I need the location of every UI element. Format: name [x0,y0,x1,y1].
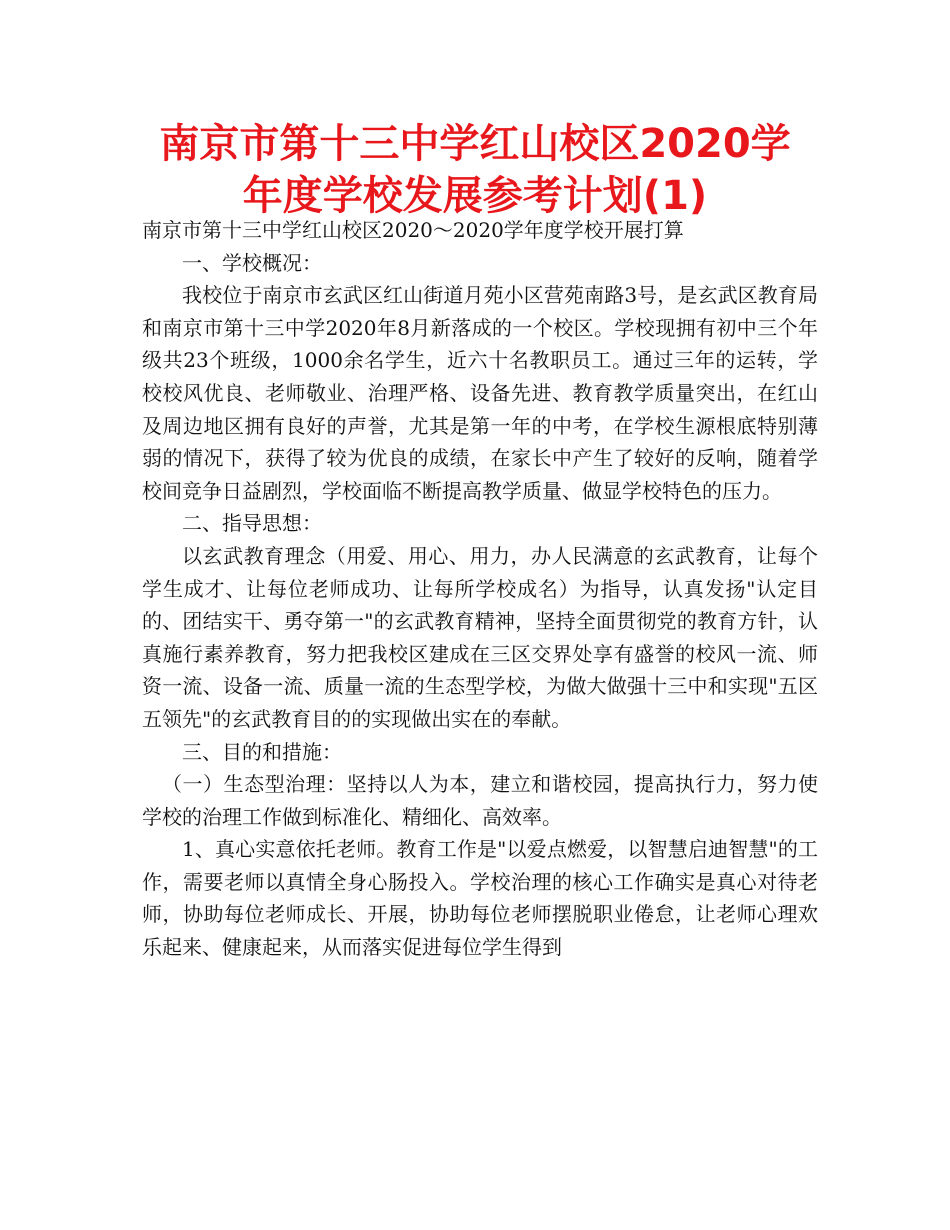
document-title: 南京市第十三中学红山校区2020学年度学校发展参考计划(1) [159,121,791,219]
document-body [142,214,818,964]
paragraph-overview: 我校位于南京市玄武区红山街道月苑小区营苑南路3号，是玄武区教育局和南京市第十三中学2020年8月新落成的一个校区。学校现拥有初中三个年级共23个班级，1000余名学生，近六十名教职员工。通过三年的运转，学校校风优良、老师敬业、治理严格、设备先进、教育教学质量突出，在红山及周边地区拥有良好的声誉，尤其是第一年的中考，在学校生源根底特别薄弱的情况下，获得了较为优良的成绩，在家长中产生了较好的反响，随着学校间竞争日益剧烈，学校面临不断提高教学质量、做显学校特色的压力。 [142,283,818,503]
paragraph-ecological-management: （一）生态型治理：坚持以人为本，建立和谐校园，提高执行力，努力使学校的治理工作做到标准化、精细化、高效率。 [142,772,818,829]
paragraph-rely-on-teachers: 1、真心实意依托老师。教育工作是"以爱点燃爱，以智慧启迪智慧"的工作，需要老师以真情全身心肠投入。学校治理的核心工作确实是真心对待老师，协助每位老师成长、开展，协助每位老师摆脱职业倦怠，让老师心理欢乐起来、健康起来，从而落实促进每位学生得到 [142,837,818,960]
section-heading-goals-measures: 三、目的和措施： [182,739,342,764]
section-heading-guiding-thought: 二、指导思想： [182,511,322,536]
subtitle-line: 南京市第十三中学红山校区2020～2020学年度学校开展打算 [142,218,684,242]
paragraph-guiding-thought: 以玄武教育理念（用爱、用心、用力，办人民满意的玄武教育，让每个学生成才、让每位老师成功、让每所学校成名）为指导，认真发扬"认定目的、团结实干、勇夺第一"的玄武教育精神，坚持全面贯彻党的教育方针，认真施行素养教育，努力把我校区建成在三区交界处享有盛誉的校风一流、师资一流、设备一流、质量一流的生态型学校，为做大做强十三中和实现"五区五领先"的玄武教育目的的实现做出实在的奉献。 [142,543,818,731]
section-heading-overview: 一、学校概况： [182,250,322,275]
